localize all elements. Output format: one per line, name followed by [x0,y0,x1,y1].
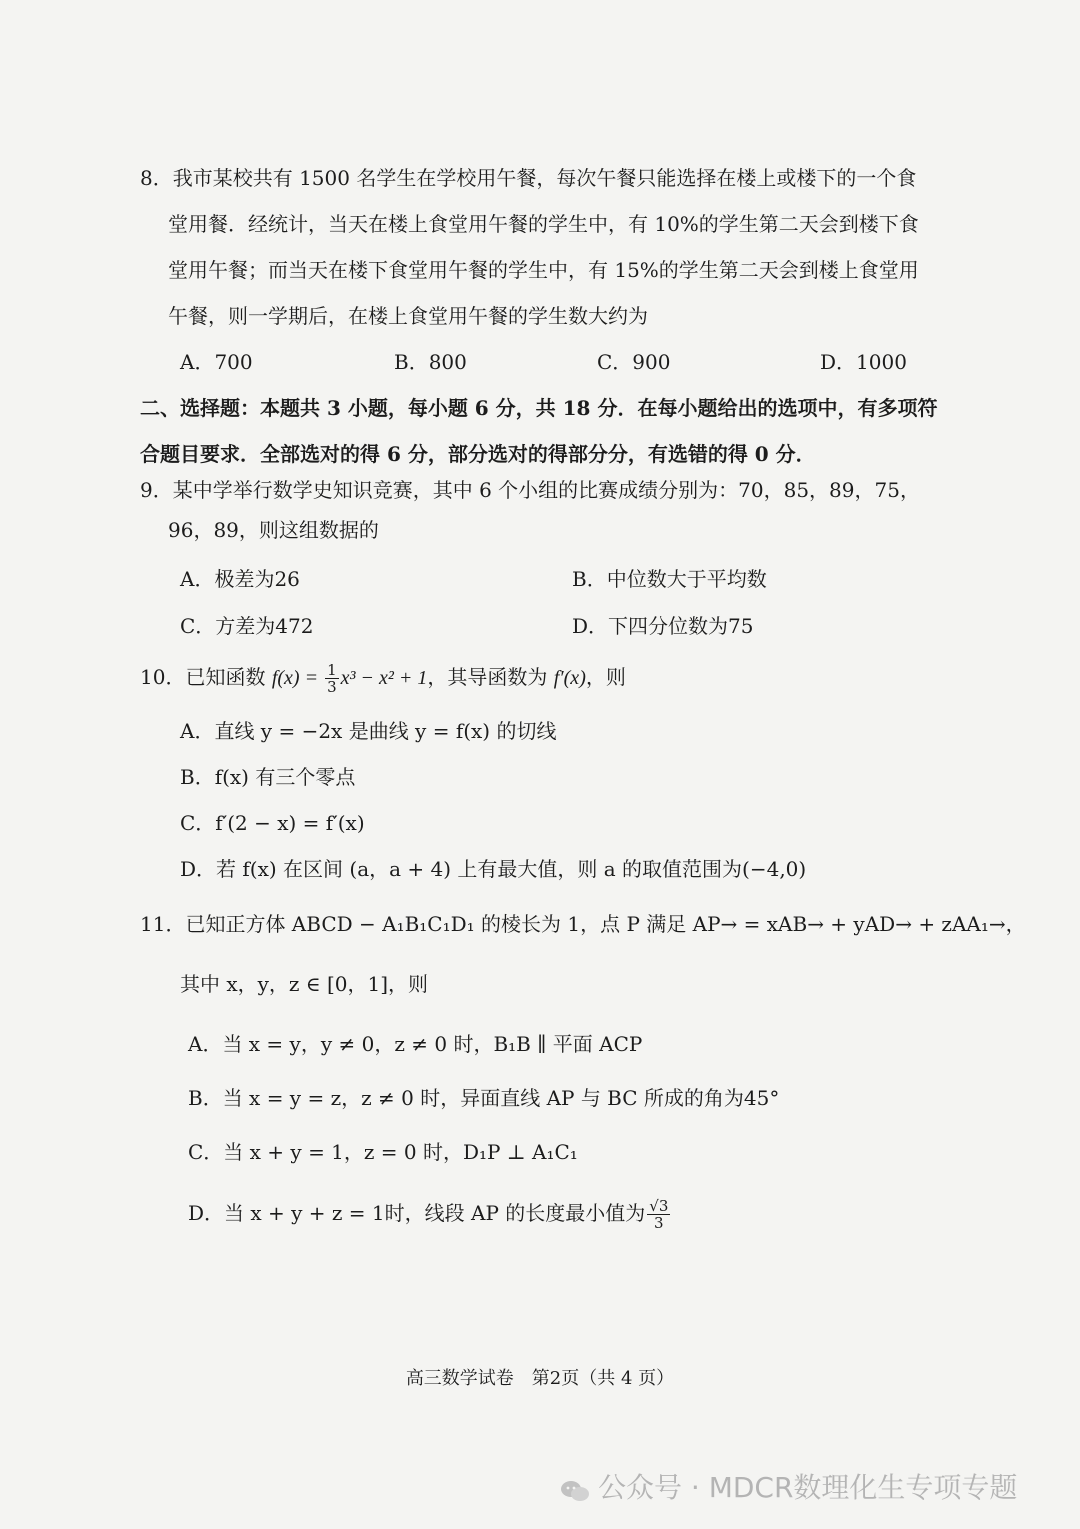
q10-stem-polynomial: x³ − x² + 1 [340,667,428,689]
q8-line-3: 堂用午餐；而当天在楼下食堂用午餐的学生中，有 15%的学生第二天会到楼上食堂用 [168,258,919,282]
q11-option-a: A．当 x = y，y ≠ 0，z ≠ 0 时，B₁B ∥ 平面 ACP [188,1032,643,1056]
q11-line-2: 其中 x，y，z ∈ [0，1]，则 [180,972,429,996]
q8-line-2: 堂用餐．经统计，当天在楼上食堂用午餐的学生中，有 10%的学生第二天会到楼下食 [168,212,919,236]
q9-option-d: D．下四分位数为75 [572,614,754,638]
q8-line-1: 8．我市某校共有 1500 名学生在学校用午餐，每次午餐只能选择在楼上或楼下的一个食 [140,166,917,190]
section2-heading-line-2: 合题目要求．全部选对的得 6 分，部分选对的得部分分，有选错的得 0 分． [140,442,816,466]
q10-stem [140,662,626,695]
wechat-icon [560,1477,590,1501]
q8-line-4: 午餐，则一学期后，在楼上食堂用午餐的学生数大约为 [168,304,648,328]
page-footer: 高三数学试卷 第2页（共 4 页） [405,1368,675,1389]
q8-option-b: B．800 [394,350,467,374]
q10-stem-suffix: ，其导函数为 [427,665,554,689]
q9-line-2: 96，89，则这组数据的 [168,518,379,542]
q9-line-1: 9．某中学举行数学史知识竞赛，其中 6 个小组的比赛成绩分别为：70，85，89，75， [140,478,920,502]
q9-option-b: B．中位数大于平均数 [572,567,767,591]
q8-option-d: D．1000 [820,350,907,374]
q10-option-b: B．f(x) 有三个零点 [180,765,356,789]
q11-option-c: C．当 x + y = 1，z = 0 时，D₁P ⊥ A₁C₁ [188,1140,578,1164]
q10-fraction [325,662,339,695]
q10-option-c: C．f′(2 − x) = f′(x) [180,811,365,835]
q10-fraction-numerator: 1 [327,661,337,679]
q10-stem-end: ，则 [585,665,626,689]
q10-fraction-denominator: 3 [327,678,337,696]
q10-option-d: D．若 f(x) 在区间 (a，a + 4) 上有最大值，则 a 的取值范围为(−4,0) [180,857,807,881]
q8-option-c: C．900 [597,350,671,374]
watermark [560,1466,1017,1506]
q10-option-a: A．直线 y = −2x 是曲线 y = f(x) 的切线 [180,719,557,743]
q10-stem-derivative: f′(x) [553,667,586,689]
watermark-text: 公众号 · MDCR数理化生专项专题 [598,1471,1018,1504]
q9-option-a: A．极差为26 [180,567,300,591]
q8-option-a: A．700 [180,350,253,374]
q11-option-b: B．当 x = y = z，z ≠ 0 时，异面直线 AP 与 BC 所成的角为45° [188,1086,780,1110]
q10-stem-function: f(x) = [271,667,324,689]
q11-line-1: 11．已知正方体 ABCD − A₁B₁C₁D₁ 的棱长为 1，点 P 满足 AP→ = xAB→ + yAD→ + zAA₁→， [140,912,1026,936]
q11-fraction-numerator: √3 [649,1197,669,1215]
q11-fraction-denominator: 3 [654,1214,664,1232]
q9-option-c: C．方差为472 [180,614,314,638]
q11-option-d-fraction [647,1198,670,1231]
q10-stem-prefix: 10．已知函数 [140,665,272,689]
section2-heading-line-1: 二、选择题：本题共 3 小题，每小题 6 分，共 18 分．在每小题给出的选项中，有多项符 [140,396,938,420]
q11-option-d [188,1198,672,1231]
q11-option-d-text: D．当 x + y + z = 1时，线段 AP 的长度最小值为 [188,1201,646,1225]
